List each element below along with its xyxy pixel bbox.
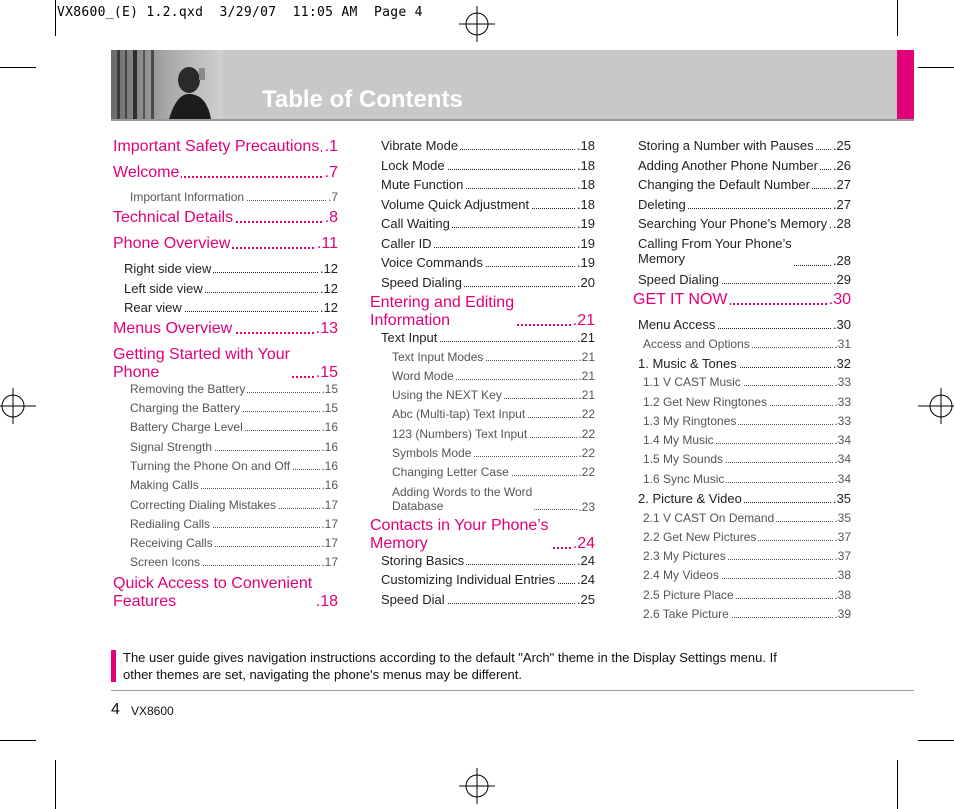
toc-entry-title: 1.3 My Ringtones (643, 413, 737, 428)
crop-mark (55, 760, 56, 809)
toc-entry[interactable] (381, 177, 595, 197)
toc-page-number: .22 (578, 426, 595, 441)
toc-entry-title-line: Information (370, 312, 451, 329)
crop-mark (918, 740, 954, 741)
toc-entry-title (113, 346, 292, 382)
toc-entry[interactable] (130, 401, 338, 420)
toc-entry-title (370, 517, 551, 553)
toc-entry[interactable] (130, 478, 338, 497)
toc-entry-title: Phone Overview (113, 235, 231, 253)
toc-page-number: .18 (576, 138, 595, 153)
toc-entry[interactable] (381, 158, 595, 178)
toc-entry[interactable] (392, 465, 595, 484)
toc-entry[interactable] (381, 216, 595, 236)
toc-entry-title: 1.6 Sync Music (643, 471, 725, 486)
toc-page-number: .35 (834, 510, 851, 525)
toc-page-number: .29 (832, 271, 851, 287)
toc-entry[interactable] (643, 588, 851, 607)
toc-page-number: .20 (576, 274, 595, 290)
toc-entry[interactable] (130, 382, 338, 401)
toc-entry-title: Abc (Multi-tap) Text Input (392, 407, 526, 422)
toc-entry-title: Removing the Battery (130, 381, 246, 396)
toc-page-number: .7 (327, 190, 338, 204)
toc-page-number: .18 (315, 592, 338, 610)
toc-entry-title: Menus Overview (113, 319, 233, 337)
toc-page-number: .13 (315, 319, 338, 337)
toc-entry[interactable] (643, 452, 851, 471)
toc-page-number: .7 (324, 164, 338, 181)
toc-entry[interactable] (381, 138, 595, 158)
toc-page-number: .19 (576, 216, 595, 231)
toc-section[interactable] (113, 575, 338, 611)
toc-entry-title: Correcting Dialing Mistakes (130, 497, 277, 512)
toc-page-number: .34 (834, 471, 851, 486)
toc-entry[interactable] (124, 281, 338, 301)
crop-mark (897, 760, 898, 809)
toc-entry[interactable] (381, 592, 595, 612)
toc-page-number: .15 (315, 363, 338, 381)
model-name: VX8600 (131, 704, 174, 718)
toc-entry[interactable] (643, 568, 851, 587)
toc-page-number: .25 (576, 591, 595, 607)
toc-entry-title: Lock Mode (381, 157, 445, 173)
toc-entry[interactable] (392, 446, 595, 465)
toc-page-number: .19 (576, 255, 595, 270)
toc-page-number: .22 (578, 445, 595, 460)
toc-entry-title (113, 575, 314, 611)
registration-mark-icon (918, 388, 954, 424)
registration-mark-icon (0, 388, 36, 424)
toc-entry[interactable] (638, 216, 851, 236)
toc-entry[interactable] (643, 472, 851, 491)
toc-page-number: .28 (832, 252, 851, 268)
toc-page-number: .18 (576, 196, 595, 212)
crop-mark (897, 0, 898, 36)
toc-entry-title: Storing a Number with Pauses (638, 138, 814, 153)
toc-entry-title: 123 (Numbers) Text Input (392, 426, 528, 441)
toc-section[interactable] (633, 291, 851, 317)
toc-entry[interactable] (638, 158, 851, 178)
toc-entry-title-line: Adding Words to the Word (392, 484, 533, 499)
toc-entry[interactable] (130, 440, 338, 459)
toc-entry[interactable] (392, 485, 595, 517)
toc-page-number: .12 (319, 300, 338, 316)
toc-entry[interactable] (643, 530, 851, 549)
toc-page-number: .37 (834, 549, 851, 564)
toc-entry-title-line: Getting Started with Your (113, 345, 290, 363)
toc-page-number: .1 (324, 138, 338, 155)
toc-entry-title-line: Contacts in Your Phone’s (370, 516, 549, 534)
page-number: 4 (111, 701, 120, 718)
toc-entry-title: Making Calls (130, 478, 199, 493)
toc-entry[interactable] (130, 536, 338, 555)
toc-entry[interactable] (381, 553, 595, 573)
toc-entry-title: 2.2 Get New Pictures (643, 529, 757, 544)
toc-section[interactable] (370, 517, 595, 553)
toc-entry-title-line: Phone (113, 363, 160, 381)
toc-page-number: .39 (834, 607, 851, 622)
toc-page-number: .25 (832, 138, 851, 153)
toc-page-number: .24 (576, 552, 595, 568)
toc-page-number: .18 (576, 177, 595, 192)
toc-entry-title: 1.4 My Music (643, 433, 714, 448)
toc-page-number: .26 (832, 157, 851, 173)
toc-page-number: .16 (321, 439, 338, 454)
toc-entry[interactable] (130, 498, 338, 517)
toc-page-number: .30 (828, 291, 851, 308)
toc-entry[interactable] (638, 356, 851, 376)
toc-entry[interactable] (638, 197, 851, 217)
print-slug: VX8600_(E) 1.2.qxd 3/29/07 11:05 AM Page 4 (57, 5, 423, 20)
toc-entry-title: 2.6 Take Picture (643, 607, 729, 622)
toc-entry[interactable] (381, 236, 595, 256)
toc-entry-title: Important Safety Precautions (113, 138, 320, 155)
toc-entry-title: Customizing Individual Entries (381, 572, 556, 588)
toc-entry-title-line: Database (392, 498, 444, 513)
toc-page-number: .8 (324, 209, 338, 227)
toc-entry-title: GET IT NOW (633, 291, 728, 308)
toc-entry[interactable] (381, 255, 595, 275)
toc-entry[interactable] (638, 491, 851, 511)
toc-page-number: .22 (578, 465, 595, 480)
toc-page-number: .17 (321, 497, 338, 512)
toc-entry-title: Searching Your Phone’s Memory (638, 216, 828, 231)
toc-entry-title: 2. Picture & Video (638, 491, 742, 507)
toc-entry-title: Text Input Modes (392, 349, 484, 364)
toc-page-number: .22 (578, 407, 595, 422)
toc-entry-title: Storing Basics (381, 552, 465, 568)
toc-page-number: .37 (834, 529, 851, 544)
toc-entry-title: 2.4 My Videos (643, 568, 719, 583)
toc-entry[interactable] (638, 177, 851, 197)
toc-page-number: .35 (832, 491, 851, 507)
crop-mark (55, 0, 56, 36)
toc-entry-title: Volume Quick Adjustment (381, 196, 530, 212)
toc-page-number: .17 (321, 516, 338, 531)
toc-entry-title: Battery Charge Level (130, 420, 243, 435)
toc-entry-title: Welcome (113, 164, 180, 181)
toc-entry-title-line: Quick Access to Convenient (113, 574, 313, 592)
toc-page-number: .34 (834, 433, 851, 448)
toc-page-number: .38 (834, 587, 851, 602)
toc-entry[interactable] (392, 427, 595, 446)
toc-entry-title (392, 485, 534, 513)
toc-entry[interactable] (643, 414, 851, 433)
toc-page-number: .17 (321, 536, 338, 551)
toc-page-number: .21 (578, 368, 595, 383)
toc-entry[interactable] (381, 275, 595, 295)
crop-mark (0, 740, 36, 741)
toc-entry-title (638, 236, 794, 266)
toc-entry[interactable] (381, 330, 595, 350)
toc-section[interactable] (113, 320, 338, 346)
toc-section[interactable] (113, 138, 338, 164)
toc-entry-title: Speed Dialing (381, 274, 462, 290)
toc-page-number: .15 (321, 381, 338, 396)
toc-page-number: .21 (578, 349, 595, 364)
toc-section[interactable] (113, 235, 338, 261)
toc-entry-title: Rear view (124, 300, 182, 316)
note-accent-bar (111, 650, 116, 682)
toc-page-number: .17 (321, 555, 338, 570)
toc-entry[interactable] (643, 549, 851, 568)
toc-entry[interactable] (381, 572, 595, 592)
toc-entry-title: Menu Access (638, 317, 716, 332)
toc-page-number: .33 (834, 394, 851, 409)
toc-entry-title: Charging the Battery (130, 401, 241, 416)
toc-page-number: .21 (572, 312, 595, 329)
toc-entry-title: 1. Music & Tones (638, 355, 737, 371)
toc-page-number: .24 (572, 534, 595, 552)
toc-entry-title: Redialing Calls (130, 516, 211, 531)
toc-entry-title (370, 294, 516, 330)
header-rule (111, 119, 914, 121)
page-title: Table of Contents (262, 86, 463, 113)
toc-entry-title: Using the NEXT Key (392, 388, 502, 403)
note-text: The user guide gives navigation instructions according to the default "Arch" theme in the Display Settings menu. If other themes are set, navigating the phone's menus may be different. (123, 650, 777, 682)
toc-page-number: .32 (832, 355, 851, 371)
toc-page-number: .16 (321, 420, 338, 435)
toc-entry-title: Left side view (124, 280, 203, 296)
toc-entry[interactable] (643, 433, 851, 452)
toc-entry-title: 2.5 Picture Place (643, 587, 734, 602)
toc-entry-title: Symbols Mode (392, 445, 472, 460)
toc-entry-title-line: Calling From Your Phone’s (638, 235, 792, 251)
toc-page-number: .38 (834, 568, 851, 583)
toc-section[interactable] (113, 164, 338, 190)
toc-entry[interactable] (124, 300, 338, 320)
toc-entry-title-line: Memory (638, 250, 685, 266)
header-banner (111, 50, 901, 119)
toc-entry[interactable] (392, 369, 595, 388)
toc-entry[interactable] (130, 420, 338, 439)
toc-entry[interactable] (130, 190, 338, 209)
accent-bar (897, 50, 914, 119)
toc-entry-title: Voice Commands (381, 255, 483, 270)
toc-entry[interactable] (638, 138, 851, 158)
toc-entry-title: Signal Strength (130, 439, 213, 454)
toc-entry-title: Call Waiting (381, 216, 450, 231)
toc-entry-title: Vibrate Mode (381, 138, 459, 153)
toc-entry-title-line: Memory (370, 534, 428, 552)
toc-entry-title: Screen Icons (130, 555, 201, 570)
toc-entry[interactable] (638, 317, 851, 337)
toc-page-number: .11 (316, 235, 338, 253)
toc-page-number: .12 (319, 280, 338, 296)
registration-mark-icon (459, 768, 495, 804)
toc-entry[interactable] (130, 459, 338, 478)
toc-entry-title: 2.1 V CAST On Demand (643, 510, 775, 525)
toc-entry-title: 1.1 V CAST Music (643, 375, 741, 390)
toc-entry-title: Changing Letter Case (392, 465, 509, 480)
toc-section[interactable] (113, 346, 338, 382)
toc-page-number: .19 (576, 235, 595, 251)
toc-page-number: .18 (576, 157, 595, 173)
toc-entry-title: Turning the Phone On and Off (130, 458, 291, 473)
toc-entry-title: Caller ID (381, 235, 432, 251)
toc-entry[interactable] (638, 272, 851, 292)
toc-entry-title: Right side view (124, 261, 212, 277)
toc-entry[interactable] (643, 511, 851, 530)
toc-entry-title: Technical Details (113, 209, 234, 227)
toc-entry[interactable] (392, 388, 595, 407)
crop-mark (918, 67, 954, 68)
toc-entry[interactable] (130, 517, 338, 536)
toc-page-number: .27 (832, 196, 851, 212)
toc-entry[interactable] (643, 607, 851, 626)
toc-entry-title-line: Features (113, 592, 177, 610)
registration-mark-icon (459, 6, 495, 42)
toc-entry-title: Changing the Default Number (638, 177, 810, 192)
toc-page-number: .24 (576, 572, 595, 588)
toc-page-number: .28 (832, 216, 851, 231)
toc-entry-title: Speed Dialing (638, 271, 719, 287)
toc-column-2 (370, 138, 595, 611)
toc-section[interactable] (370, 294, 595, 330)
toc-entry[interactable] (638, 236, 851, 272)
toc-page-number: .27 (832, 177, 851, 192)
toc-section[interactable] (113, 209, 338, 235)
toc-entry[interactable] (381, 197, 595, 217)
toc-page-number: .21 (578, 388, 595, 403)
toc-column-3 (633, 138, 851, 626)
toc-page-number: .33 (834, 375, 851, 390)
toc-entry[interactable] (392, 407, 595, 426)
toc-entry[interactable] (643, 375, 851, 394)
toc-page-number: .31 (834, 336, 851, 351)
toc-entry-title: Word Mode (392, 368, 454, 383)
toc-entry-title: Receiving Calls (130, 536, 213, 551)
toc-entry[interactable] (643, 395, 851, 414)
crop-mark (0, 67, 36, 68)
toc-entry-title: 1.2 Get New Ringtones (643, 394, 768, 409)
header-photo (111, 50, 223, 119)
toc-page-number: .33 (834, 413, 851, 428)
toc-entry[interactable] (392, 350, 595, 369)
toc-entry-title: Mute Function (381, 177, 464, 192)
toc-column-1 (113, 138, 338, 611)
toc-page-number: .34 (834, 452, 851, 467)
toc-page-number: .12 (319, 261, 338, 277)
toc-entry-title: Access and Options (643, 336, 750, 351)
toc-page-number: .21 (576, 330, 595, 345)
toc-entry[interactable] (130, 555, 338, 574)
toc-entry[interactable] (643, 337, 851, 356)
toc-entry-title: 2.3 My Pictures (643, 549, 726, 564)
toc-page-number: .30 (832, 317, 851, 332)
toc-page-number: .15 (321, 401, 338, 416)
toc-page-number: .23 (578, 499, 595, 514)
toc-entry-title: Important Information (130, 190, 245, 204)
toc-entry-title: 1.5 My Sounds (643, 452, 724, 467)
footer-rule (111, 690, 914, 691)
toc-entry-title: Text Input (381, 330, 438, 345)
toc-entry-title-line: Entering and Editing (370, 294, 515, 311)
toc-entry-title: Deleting (638, 196, 686, 212)
toc-entry-title: Adding Another Phone Number (638, 157, 818, 173)
toc-entry-title: Speed Dial (381, 591, 445, 607)
toc-entry[interactable] (124, 261, 338, 281)
toc-page-number: .16 (321, 478, 338, 493)
toc-page-number: .16 (321, 458, 338, 473)
